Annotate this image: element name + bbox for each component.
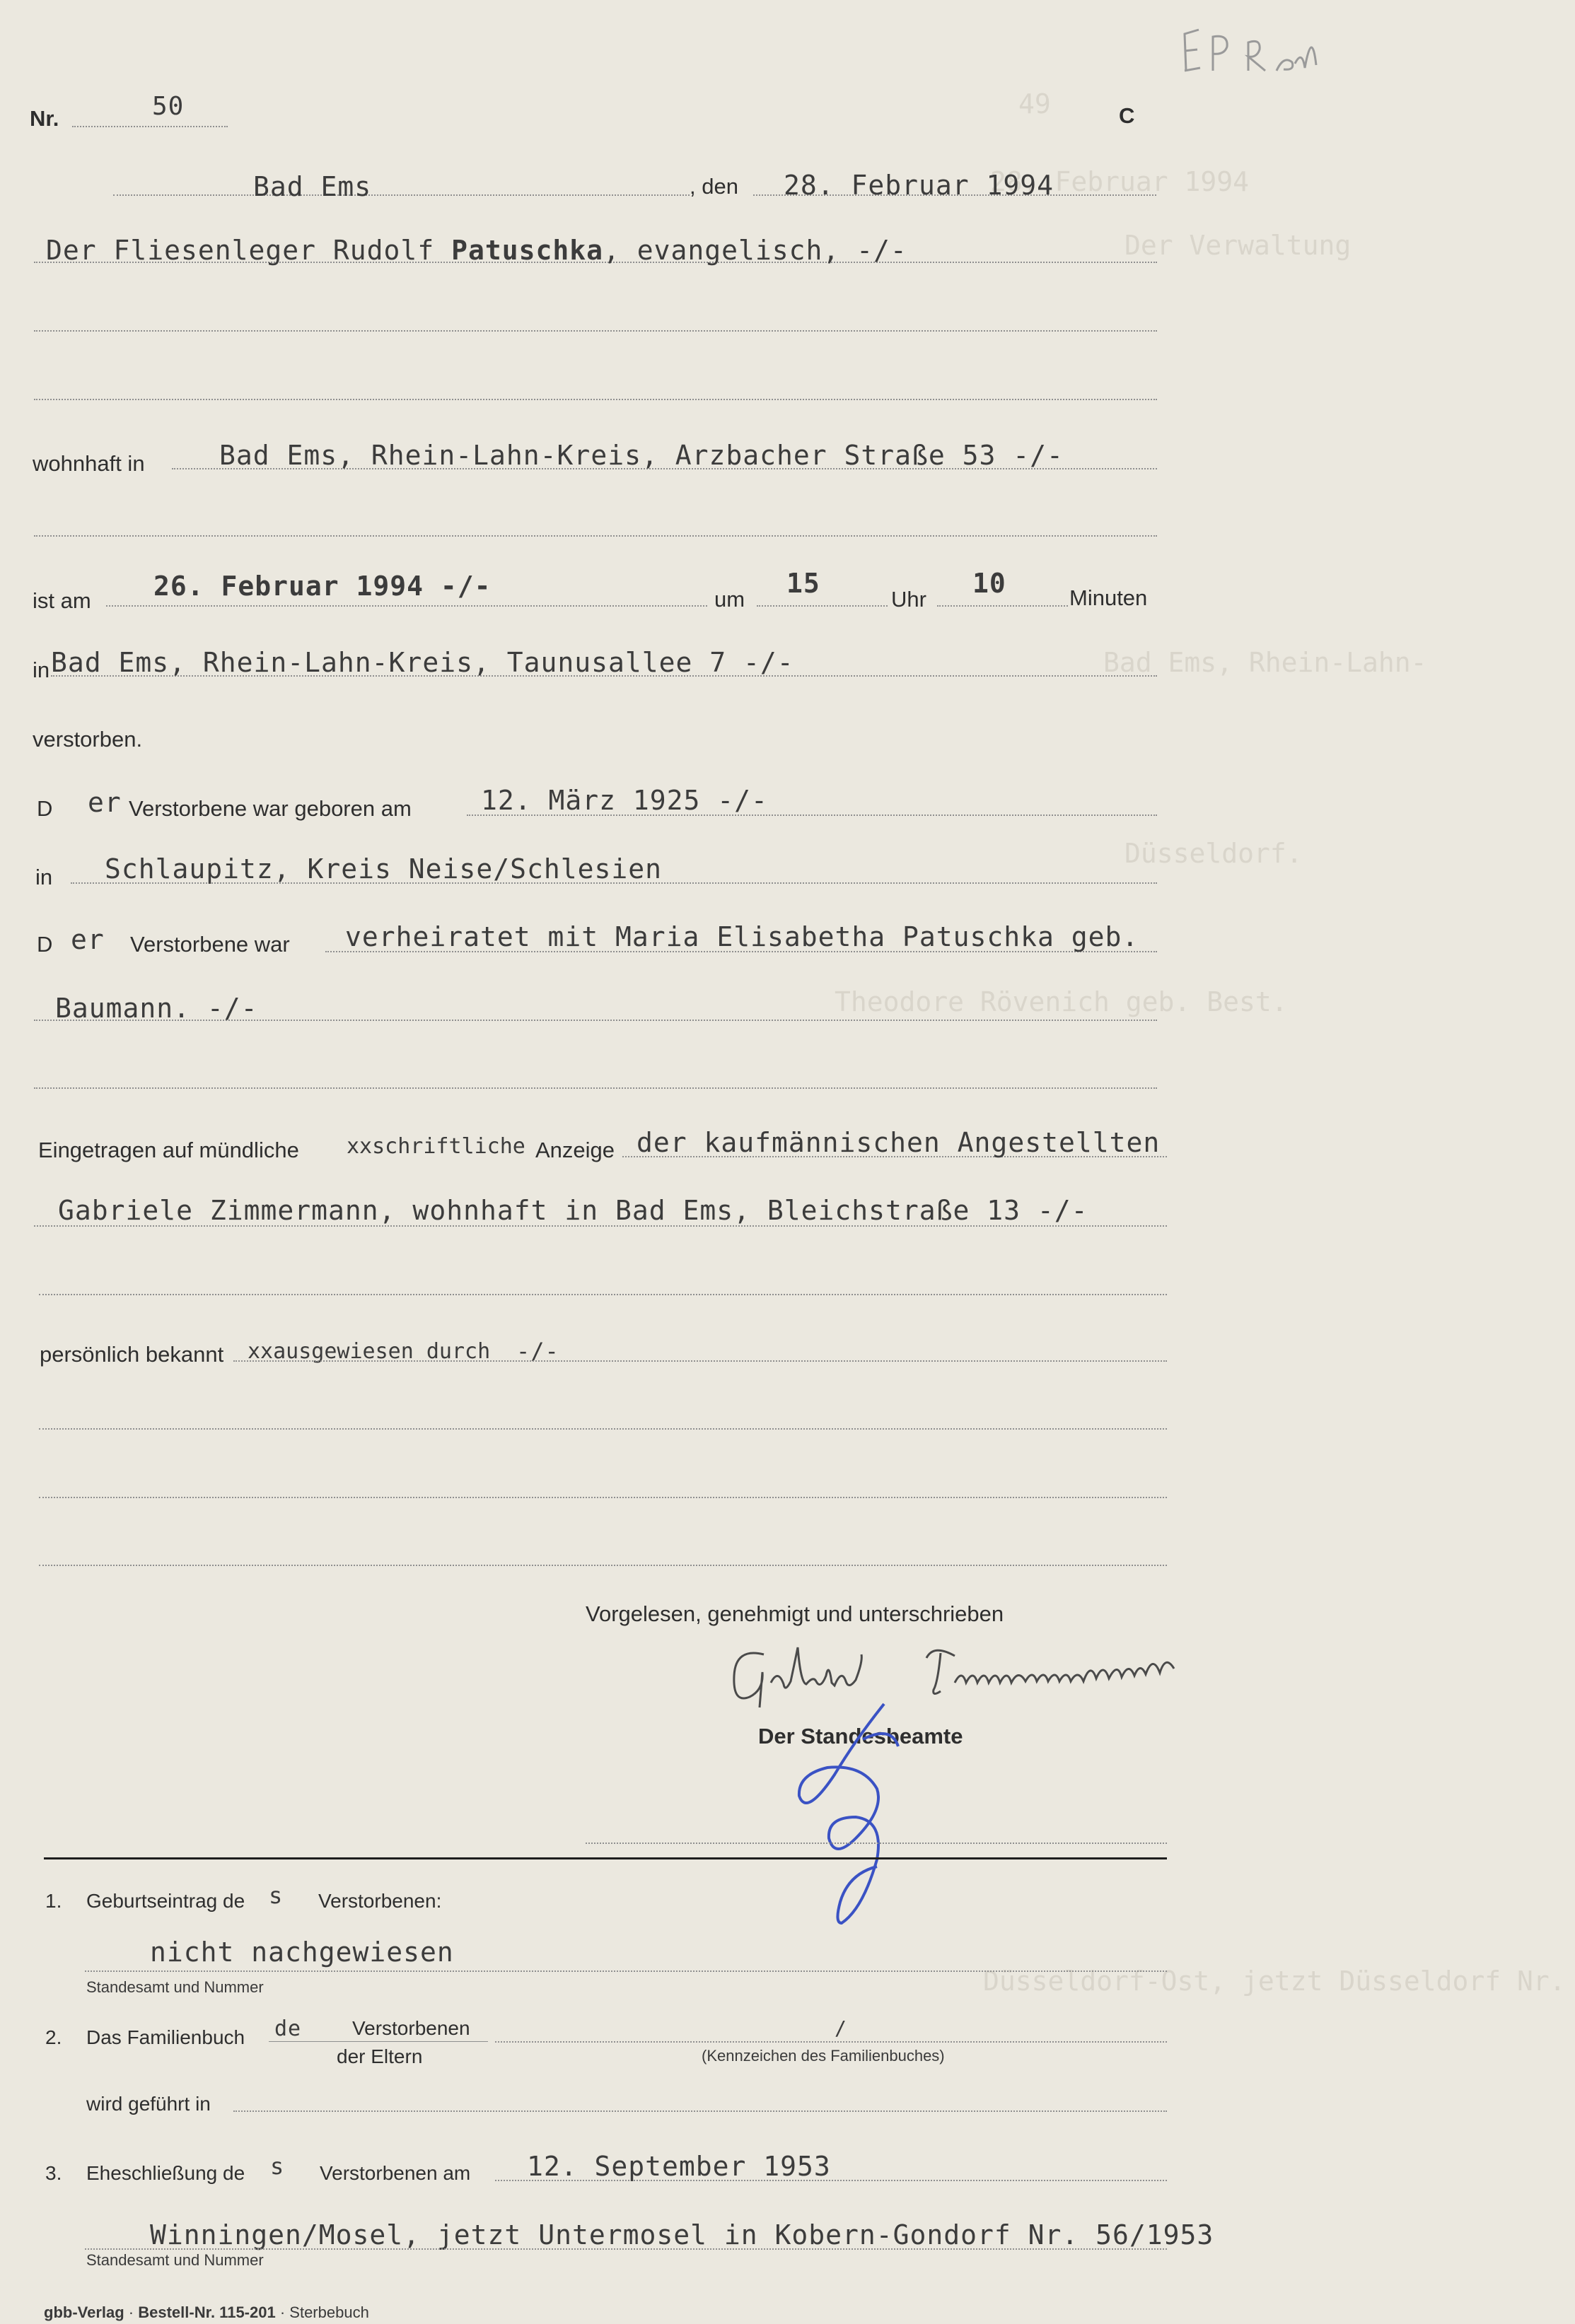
note-3-label-a: Eheschließung de (86, 2162, 245, 2184)
nr-label: Nr. (30, 106, 59, 131)
birth-place: Schlaupitz, Kreis Neise/Schlesien (105, 853, 662, 884)
note-1-caption: Standesamt und Nummer (86, 1978, 264, 1996)
death-date-value: 26. Februar 1994 -/- (153, 571, 492, 602)
identity-mark: -/- (516, 1338, 559, 1365)
show-through-text: Bad Ems, Rhein-Lahn- (1103, 647, 1427, 678)
person-line-3 (34, 399, 1157, 400)
minuten-label: Minuten (1069, 585, 1148, 610)
note-3-date: 12. September 1953 (527, 2151, 831, 2182)
margin-annotation (1178, 21, 1361, 88)
informant-label-b: Anzeige (535, 1138, 615, 1162)
note-2-option-deceased: Verstorbenen (352, 2017, 470, 2039)
informant-line-3 (39, 1294, 1167, 1295)
note-3-label-b: Verstorbenen am (320, 2162, 471, 2184)
birth-gender-ending: er (88, 787, 122, 818)
deceased-suffix: , evangelisch, -/- (603, 235, 907, 266)
person-line-2 (34, 330, 1157, 332)
note-3-s: s (270, 2153, 285, 2180)
residence-line-2 (34, 535, 1157, 537)
show-through-text: Der Verwaltung (1124, 230, 1352, 261)
nr-line (72, 126, 228, 127)
note-2-number: 2. (45, 2026, 62, 2048)
footer-book: Sterbebuch (289, 2303, 369, 2321)
informant-label-a: Eingetragen auf mündliche (38, 1138, 299, 1162)
note-1-number: 1. (45, 1890, 62, 1912)
note-2-gefuehrt-label: wird geführt in (86, 2093, 211, 2115)
note-1-value: nicht nachgewiesen (150, 1937, 454, 1968)
birth-label: Verstorbene war geboren am (129, 796, 412, 821)
note-2-line (495, 2041, 1167, 2043)
signature-line (586, 1843, 1167, 1844)
death-minutes (972, 570, 1006, 597)
note-2-label: Das Familienbuch (86, 2026, 245, 2048)
show-through-text: 49 (1018, 88, 1051, 119)
registrar-label: Der Standesbeamte (758, 1724, 963, 1748)
identity-line-3 (39, 1497, 1167, 1498)
um-label: um (714, 587, 745, 612)
note-3-value: Winningen/Mosel, jetzt Untermosel in Kobern-Gondorf Nr. 56/1953 (150, 2219, 1214, 2250)
read-approved-text: Vorgelesen, genehmigt und unterschrieben (586, 1601, 1004, 1626)
informant-line-2-value: Gabriele Zimmermann, wohnhaft in Bad Ems, Bleichstraße 13 -/- (58, 1195, 1088, 1226)
identity-line (233, 1360, 1167, 1362)
note-2-caption: (Kennzeichen des Familienbuches) (702, 2047, 945, 2065)
birth-d-label: D (37, 796, 53, 821)
death-date (153, 573, 492, 600)
uhr-label: Uhr (891, 587, 926, 612)
show-through-text: Düsseldorf. (1124, 838, 1303, 869)
identity-line-4 (39, 1565, 1167, 1566)
marital-gender-ending: er (71, 924, 105, 955)
residence-label: wohnhaft in (33, 451, 145, 476)
identity-label: persönlich bekannt (40, 1342, 224, 1367)
footer-sep-2: · (275, 2303, 290, 2321)
marital-line-3 (34, 1087, 1157, 1089)
residence-value: Bad Ems, Rhein-Lahn-Kreis, Arzbacher Straße 53 -/- (219, 440, 1064, 471)
note-1-label-a: Geburtseintrag de (86, 1890, 245, 1912)
birth-date: 12. März 1925 -/- (481, 785, 768, 816)
deceased-prefix: Der Fliesenleger Rudolf (46, 235, 452, 266)
marital-line-2-value: Baumann. -/- (55, 993, 258, 1024)
death-place-label: in (33, 658, 50, 682)
den-label: , den (690, 174, 738, 199)
note-2-option-parents: der Eltern (337, 2045, 423, 2067)
marital-line-1-value: verheiratet mit Maria Elisabetha Patuschka geb. (345, 921, 1139, 952)
note-3-number: 3. (45, 2162, 62, 2184)
deceased-surname: Patuschka (451, 235, 603, 266)
note-1-s: s (269, 1882, 284, 1909)
identity-line-2 (39, 1428, 1167, 1430)
death-minutes-value: 10 (972, 568, 1006, 599)
death-hour-value: 15 (786, 568, 820, 599)
death-hour (786, 570, 820, 597)
place-line (113, 194, 690, 196)
footer-sep-1: · (124, 2303, 139, 2321)
footer-order: Bestell-Nr. 115-201 (138, 2303, 276, 2321)
margin-annotation-drawing (1178, 21, 1361, 85)
note-2-gefuehrt-line (233, 2110, 1167, 2112)
note-1-line (85, 1970, 1167, 1972)
note-2-de: de (274, 2016, 302, 2041)
identity-struck-option: xxausgewiesen durch (248, 1339, 491, 1364)
register-date: 28. Februar 1994 (784, 170, 1054, 201)
registrar-signature (778, 1697, 919, 1930)
show-through-text: Düsseldorf-Ost, jetzt Düsseldorf Nr. (983, 1966, 1566, 1997)
struck-option: xxschriftliche (347, 1134, 525, 1159)
hour-line (757, 605, 888, 607)
note-2-slash: / (835, 2016, 847, 2040)
verstorben-label: verstorben. (33, 727, 143, 752)
informant-line-1-value: der kaufmännischen Angestellten (637, 1127, 1161, 1158)
entry-number: 50 (152, 92, 185, 121)
section-divider (44, 1857, 1167, 1859)
marital-label: Verstorbene war (130, 932, 290, 957)
deceased-description (46, 237, 907, 264)
marital-d-label: D (37, 932, 53, 957)
note-1-label-b: Verstorbenen: (318, 1890, 442, 1912)
register-place: Bad Ems (253, 171, 372, 202)
footer (44, 2305, 369, 2320)
note-3-line (85, 2248, 1167, 2250)
corner-letter: C (1119, 103, 1135, 128)
note-3-caption: Standesamt und Nummer (86, 2251, 264, 2269)
note-2-option-divider (269, 2041, 488, 2042)
death-date-label: ist am (33, 588, 91, 613)
footer-publisher: gbb-Verlag (44, 2303, 124, 2321)
death-date-line (106, 605, 707, 607)
show-through-text: 28. Februar 1994 (990, 166, 1250, 197)
death-place: Bad Ems, Rhein-Lahn-Kreis, Taunusallee 7 -/- (51, 647, 794, 678)
minute-line (937, 605, 1068, 607)
birth-place-label: in (35, 865, 53, 889)
show-through-text: Theodore Rövenich geb. Best. (835, 986, 1288, 1017)
